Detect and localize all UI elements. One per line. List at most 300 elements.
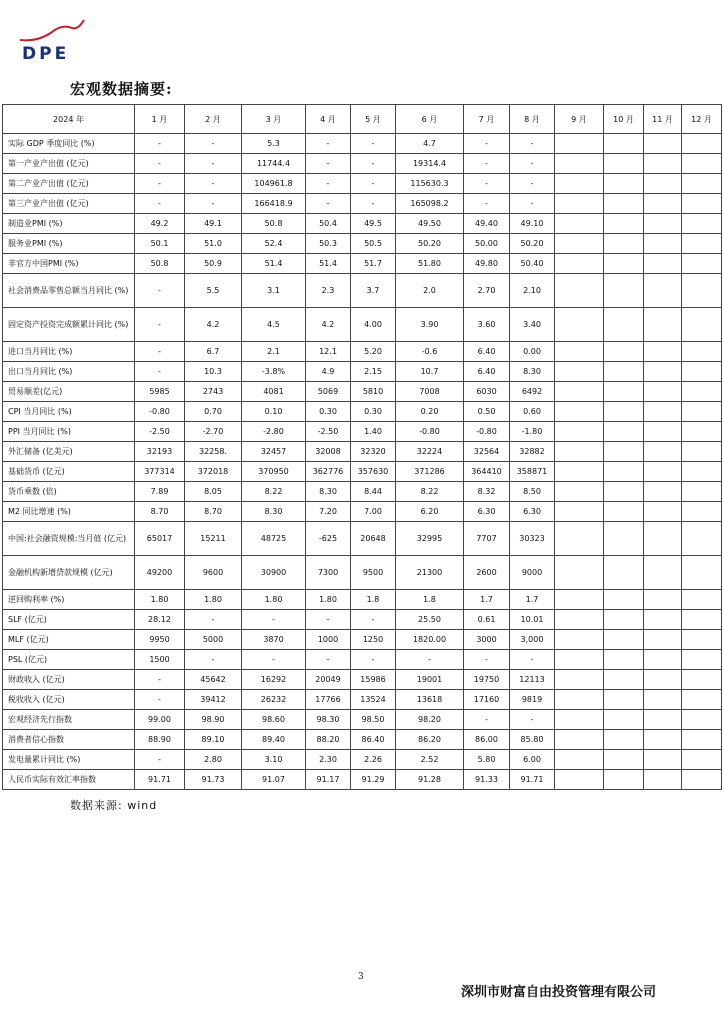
table-cell: 1000	[306, 630, 351, 650]
table-cell	[682, 610, 722, 630]
table-cell	[644, 730, 682, 750]
table-cell: 49200	[135, 556, 185, 590]
table-cell: 2743	[185, 382, 242, 402]
table-cell: 115630.3	[396, 174, 464, 194]
table-cell: -	[135, 750, 185, 770]
table-cell	[604, 482, 644, 502]
table-cell: 91.29	[351, 770, 396, 790]
table-cell: 1.7	[464, 590, 510, 610]
table-cell	[555, 194, 604, 214]
table-cell	[604, 690, 644, 710]
table-cell	[644, 630, 682, 650]
table-cell: -	[306, 650, 351, 670]
table-cell: -0.6	[396, 342, 464, 362]
table-cell: 1.80	[306, 590, 351, 610]
row-label: PPI 当月同比 (%)	[3, 422, 135, 442]
table-cell: 32457	[242, 442, 306, 462]
table-cell: 2.52	[396, 750, 464, 770]
table-cell: -	[306, 194, 351, 214]
table-cell: 3000	[464, 630, 510, 650]
table-cell: -	[185, 194, 242, 214]
row-label: 财政收入 (亿元)	[3, 670, 135, 690]
table-cell: 8.50	[510, 482, 555, 502]
table-cell	[555, 362, 604, 382]
table-cell: 362776	[306, 462, 351, 482]
table-cell: 13524	[351, 690, 396, 710]
table-cell	[604, 670, 644, 690]
table-cell: -	[135, 274, 185, 308]
table-cell: 1.80	[135, 590, 185, 610]
table-cell: 4.2	[306, 308, 351, 342]
table-cell: 4.9	[306, 362, 351, 382]
table-cell: 32193	[135, 442, 185, 462]
table-cell: 49.5	[351, 214, 396, 234]
table-cell: 91.07	[242, 770, 306, 790]
table-cell: 7707	[464, 522, 510, 556]
table-cell: -1.80	[510, 422, 555, 442]
row-label: 非官方中国PMI (%)	[3, 254, 135, 274]
table-cell: -	[185, 154, 242, 174]
table-cell: 8.30	[510, 362, 555, 382]
table-row	[3, 342, 722, 362]
table-cell	[682, 342, 722, 362]
row-label: 金融机构新增贷款规模 (亿元)	[3, 556, 135, 590]
table-cell: 86.40	[351, 730, 396, 750]
row-label: 贸易顺差(亿元)	[3, 382, 135, 402]
table-cell: 86.00	[464, 730, 510, 750]
table-row	[3, 274, 722, 308]
table-cell: 50.20	[510, 234, 555, 254]
table-cell: 1.7	[510, 590, 555, 610]
row-label: 税收收入 (亿元)	[3, 690, 135, 710]
table-cell: 1820.00	[396, 630, 464, 650]
table-cell: 371286	[396, 462, 464, 482]
table-cell: 11744.4	[242, 154, 306, 174]
table-cell	[604, 274, 644, 308]
table-cell: 50.3	[306, 234, 351, 254]
table-cell	[555, 590, 604, 610]
table-cell: 19750	[464, 670, 510, 690]
row-label: 货币乘数 (倍)	[3, 482, 135, 502]
table-cell: 0.10	[242, 402, 306, 422]
table-cell: 5.20	[351, 342, 396, 362]
table-cell	[682, 362, 722, 382]
table-cell	[604, 382, 644, 402]
table-cell: 9600	[185, 556, 242, 590]
row-label: 人民币实际有效汇率指数	[3, 770, 135, 790]
table-cell: 9500	[351, 556, 396, 590]
table-row	[3, 670, 722, 690]
table-cell: -	[135, 690, 185, 710]
table-cell: -	[510, 174, 555, 194]
table-cell: 0.00	[510, 342, 555, 362]
table-cell: 8.30	[242, 502, 306, 522]
table-cell	[682, 422, 722, 442]
table-cell: -	[510, 710, 555, 730]
table-cell	[555, 670, 604, 690]
row-label: 消费者信心指数	[3, 730, 135, 750]
table-cell: 32564	[464, 442, 510, 462]
table-cell: 20049	[306, 670, 351, 690]
table-row	[3, 690, 722, 710]
table-cell	[555, 274, 604, 308]
table-row	[3, 590, 722, 610]
row-label: 实际 GDP 季度同比 (%)	[3, 134, 135, 154]
table-cell: 30323	[510, 522, 555, 556]
table-cell: 6492	[510, 382, 555, 402]
table-cell: 377314	[135, 462, 185, 482]
table-cell	[555, 154, 604, 174]
table-cell	[682, 690, 722, 710]
table-cell: 0.61	[464, 610, 510, 630]
table-cell: -	[185, 174, 242, 194]
table-cell: 2.10	[510, 274, 555, 308]
table-cell: 7008	[396, 382, 464, 402]
table-cell	[604, 234, 644, 254]
table-cell: 10.01	[510, 610, 555, 630]
table-row	[3, 254, 722, 274]
table-cell	[555, 308, 604, 342]
table-cell: 6.40	[464, 362, 510, 382]
table-cell: -	[510, 650, 555, 670]
table-row	[3, 234, 722, 254]
table-cell	[604, 442, 644, 462]
table-cell: 49.50	[396, 214, 464, 234]
table-cell	[555, 690, 604, 710]
table-cell: 8.30	[306, 482, 351, 502]
table-cell	[555, 462, 604, 482]
table-cell: -	[510, 154, 555, 174]
header-month: 4 月	[306, 105, 351, 134]
logo-text: DPE	[22, 44, 70, 64]
table-cell	[555, 730, 604, 750]
table-cell: 6.30	[464, 502, 510, 522]
table-cell: 364410	[464, 462, 510, 482]
table-cell	[555, 422, 604, 442]
table-cell	[644, 556, 682, 590]
table-body	[3, 134, 722, 790]
table-cell: -	[510, 134, 555, 154]
table-cell: 3.90	[396, 308, 464, 342]
table-cell	[682, 670, 722, 690]
table-cell	[644, 362, 682, 382]
table-cell: 32224	[396, 442, 464, 462]
table-cell: 5.80	[464, 750, 510, 770]
header-month: 7 月	[464, 105, 510, 134]
table-row	[3, 556, 722, 590]
table-cell: 6.30	[510, 502, 555, 522]
table-cell: -0.80	[396, 422, 464, 442]
table-cell	[644, 214, 682, 234]
table-cell	[604, 254, 644, 274]
table-cell: -	[185, 650, 242, 670]
header-month: 2 月	[185, 105, 242, 134]
table-cell: 2.80	[185, 750, 242, 770]
table-cell: 49.10	[510, 214, 555, 234]
table-cell	[682, 402, 722, 422]
table-cell: 86.20	[396, 730, 464, 750]
table-cell: -	[135, 362, 185, 382]
table-cell: 12113	[510, 670, 555, 690]
table-cell	[555, 134, 604, 154]
table-cell: 91.71	[135, 770, 185, 790]
table-cell	[644, 342, 682, 362]
table-cell	[644, 154, 682, 174]
table-cell: 3.10	[242, 750, 306, 770]
table-cell: -	[351, 154, 396, 174]
page-number: 3	[358, 972, 364, 982]
table-cell	[644, 422, 682, 442]
table-cell	[644, 590, 682, 610]
macro-data-table	[2, 104, 722, 790]
table-cell: -	[351, 610, 396, 630]
table-cell: 2600	[464, 556, 510, 590]
row-label: 基础货币 (亿元)	[3, 462, 135, 482]
table-cell: 0.20	[396, 402, 464, 422]
table-row	[3, 402, 722, 422]
table-row	[3, 442, 722, 462]
table-row	[3, 214, 722, 234]
table-cell: 358871	[510, 462, 555, 482]
table-cell: 8.05	[185, 482, 242, 502]
table-cell: -	[464, 710, 510, 730]
table-cell: -	[135, 670, 185, 690]
table-cell: 98.90	[185, 710, 242, 730]
table-cell: 6.7	[185, 342, 242, 362]
table-cell	[555, 502, 604, 522]
table-cell: -	[242, 610, 306, 630]
table-cell	[604, 522, 644, 556]
table-cell	[555, 556, 604, 590]
table-cell: 91.28	[396, 770, 464, 790]
table-cell	[604, 630, 644, 650]
row-label: 制造业PMI (%)	[3, 214, 135, 234]
table-cell: -	[242, 650, 306, 670]
table-cell: -	[135, 154, 185, 174]
table-cell: 3870	[242, 630, 306, 650]
table-cell: -	[351, 134, 396, 154]
table-cell: 1.8	[351, 590, 396, 610]
table-cell	[644, 710, 682, 730]
table-cell: 51.7	[351, 254, 396, 274]
table-cell	[555, 750, 604, 770]
table-row	[3, 462, 722, 482]
header-month: 5 月	[351, 105, 396, 134]
row-label: SLF (亿元)	[3, 610, 135, 630]
table-cell: 50.9	[185, 254, 242, 274]
table-cell: 15986	[351, 670, 396, 690]
table-cell	[644, 254, 682, 274]
table-cell	[644, 690, 682, 710]
row-label: CPI 当月同比 (%)	[3, 402, 135, 422]
table-cell: 65017	[135, 522, 185, 556]
table-cell	[682, 630, 722, 650]
table-cell	[604, 154, 644, 174]
header-month: 1 月	[135, 105, 185, 134]
table-cell: -	[185, 610, 242, 630]
table-cell	[682, 234, 722, 254]
table-cell: 0.30	[351, 402, 396, 422]
table-cell	[555, 254, 604, 274]
row-label: 第二产业产出值 (亿元)	[3, 174, 135, 194]
table-cell: 2.0	[396, 274, 464, 308]
table-cell	[604, 342, 644, 362]
table-cell	[682, 442, 722, 462]
table-cell	[644, 274, 682, 308]
table-row	[3, 502, 722, 522]
table-cell: 49.80	[464, 254, 510, 274]
table-cell: 7.89	[135, 482, 185, 502]
table-cell: 85.80	[510, 730, 555, 750]
table-cell	[682, 750, 722, 770]
table-row	[3, 730, 722, 750]
table-cell	[682, 174, 722, 194]
table-cell: 99.00	[135, 710, 185, 730]
row-label: 第三产业产出值 (亿元)	[3, 194, 135, 214]
table-cell	[604, 174, 644, 194]
table-cell	[604, 462, 644, 482]
row-label: M2 同比增速 (%)	[3, 502, 135, 522]
table-cell: 7.00	[351, 502, 396, 522]
table-cell: 3,000	[510, 630, 555, 650]
table-cell	[555, 214, 604, 234]
table-cell	[555, 630, 604, 650]
table-cell: 19314.4	[396, 154, 464, 174]
table-cell: 7300	[306, 556, 351, 590]
table-cell	[604, 590, 644, 610]
table-cell: -	[351, 194, 396, 214]
row-label: PSL (亿元)	[3, 650, 135, 670]
table-row	[3, 422, 722, 442]
table-cell: -	[464, 194, 510, 214]
table-cell: 88.20	[306, 730, 351, 750]
table-cell: 13618	[396, 690, 464, 710]
row-label: 第一产业产出值 (亿元)	[3, 154, 135, 174]
table-cell	[604, 750, 644, 770]
header-month: 11 月	[644, 105, 682, 134]
table-cell: -	[135, 174, 185, 194]
table-cell: 0.70	[185, 402, 242, 422]
table-cell	[555, 650, 604, 670]
row-label: 中国:社会融资规模:当月值 (亿元)	[3, 522, 135, 556]
table-cell: -0.80	[135, 402, 185, 422]
header-month: 8 月	[510, 105, 555, 134]
table-cell: 51.80	[396, 254, 464, 274]
table-cell	[644, 522, 682, 556]
table-cell: 21300	[396, 556, 464, 590]
table-cell: 89.40	[242, 730, 306, 750]
table-cell: 166418.9	[242, 194, 306, 214]
header-month: 6 月	[396, 105, 464, 134]
table-cell: 5069	[306, 382, 351, 402]
table-cell	[682, 308, 722, 342]
table-cell: -	[306, 610, 351, 630]
table-cell	[555, 342, 604, 362]
table-cell: 165098.2	[396, 194, 464, 214]
table-cell: -	[464, 134, 510, 154]
table-cell: 52.4	[242, 234, 306, 254]
table-cell: 4.7	[396, 134, 464, 154]
table-cell: 25.50	[396, 610, 464, 630]
row-label: 社会消费品零售总额当月同比 (%)	[3, 274, 135, 308]
table-cell	[682, 522, 722, 556]
table-cell	[604, 710, 644, 730]
table-cell: 50.1	[135, 234, 185, 254]
table-cell: 0.30	[306, 402, 351, 422]
row-label: MLF (亿元)	[3, 630, 135, 650]
table-cell: 32882	[510, 442, 555, 462]
table-cell: 2.15	[351, 362, 396, 382]
table-cell: 50.8	[135, 254, 185, 274]
table-row	[3, 770, 722, 790]
table-cell	[644, 502, 682, 522]
table-cell: -	[306, 174, 351, 194]
table-cell	[555, 442, 604, 462]
table-cell: -	[464, 650, 510, 670]
table-cell	[682, 730, 722, 750]
table-cell: 12.1	[306, 342, 351, 362]
table-row	[3, 630, 722, 650]
table-cell	[644, 134, 682, 154]
row-label: 出口当月同比 (%)	[3, 362, 135, 382]
row-label: 服务业PMI (%)	[3, 234, 135, 254]
table-cell: 8.70	[135, 502, 185, 522]
table-cell: 50.00	[464, 234, 510, 254]
table-cell: 1.8	[396, 590, 464, 610]
table-cell: -2.80	[242, 422, 306, 442]
table-cell: -3.8%	[242, 362, 306, 382]
table-cell: 28.12	[135, 610, 185, 630]
table-cell: -	[464, 174, 510, 194]
table-cell: 45642	[185, 670, 242, 690]
table-cell	[555, 174, 604, 194]
table-cell	[604, 362, 644, 382]
row-label: 宏观经济先行指数	[3, 710, 135, 730]
row-label: 发电量累计同比 (%)	[3, 750, 135, 770]
table-cell	[604, 422, 644, 442]
table-cell	[644, 770, 682, 790]
table-cell	[644, 174, 682, 194]
table-cell	[604, 556, 644, 590]
table-cell	[644, 670, 682, 690]
table-row	[3, 382, 722, 402]
table-cell: 6030	[464, 382, 510, 402]
row-label: 进口当月同比 (%)	[3, 342, 135, 362]
table-cell	[682, 134, 722, 154]
table-cell: 3.1	[242, 274, 306, 308]
table-cell: 98.20	[396, 710, 464, 730]
table-cell: 104961.8	[242, 174, 306, 194]
table-row	[3, 610, 722, 630]
page-title: 宏观数据摘要:	[70, 80, 173, 98]
table-cell: 370950	[242, 462, 306, 482]
table-cell: -	[135, 342, 185, 362]
table-cell: -	[351, 650, 396, 670]
table-cell: 5810	[351, 382, 396, 402]
table-cell: 3.7	[351, 274, 396, 308]
table-cell: 51.4	[242, 254, 306, 274]
table-cell: 32995	[396, 522, 464, 556]
table-row	[3, 482, 722, 502]
table-cell	[555, 482, 604, 502]
table-cell: 5.3	[242, 134, 306, 154]
table-cell	[604, 610, 644, 630]
table-cell: 91.33	[464, 770, 510, 790]
table-cell	[682, 214, 722, 234]
table-cell: 372018	[185, 462, 242, 482]
table-cell	[604, 134, 644, 154]
table-cell	[682, 590, 722, 610]
